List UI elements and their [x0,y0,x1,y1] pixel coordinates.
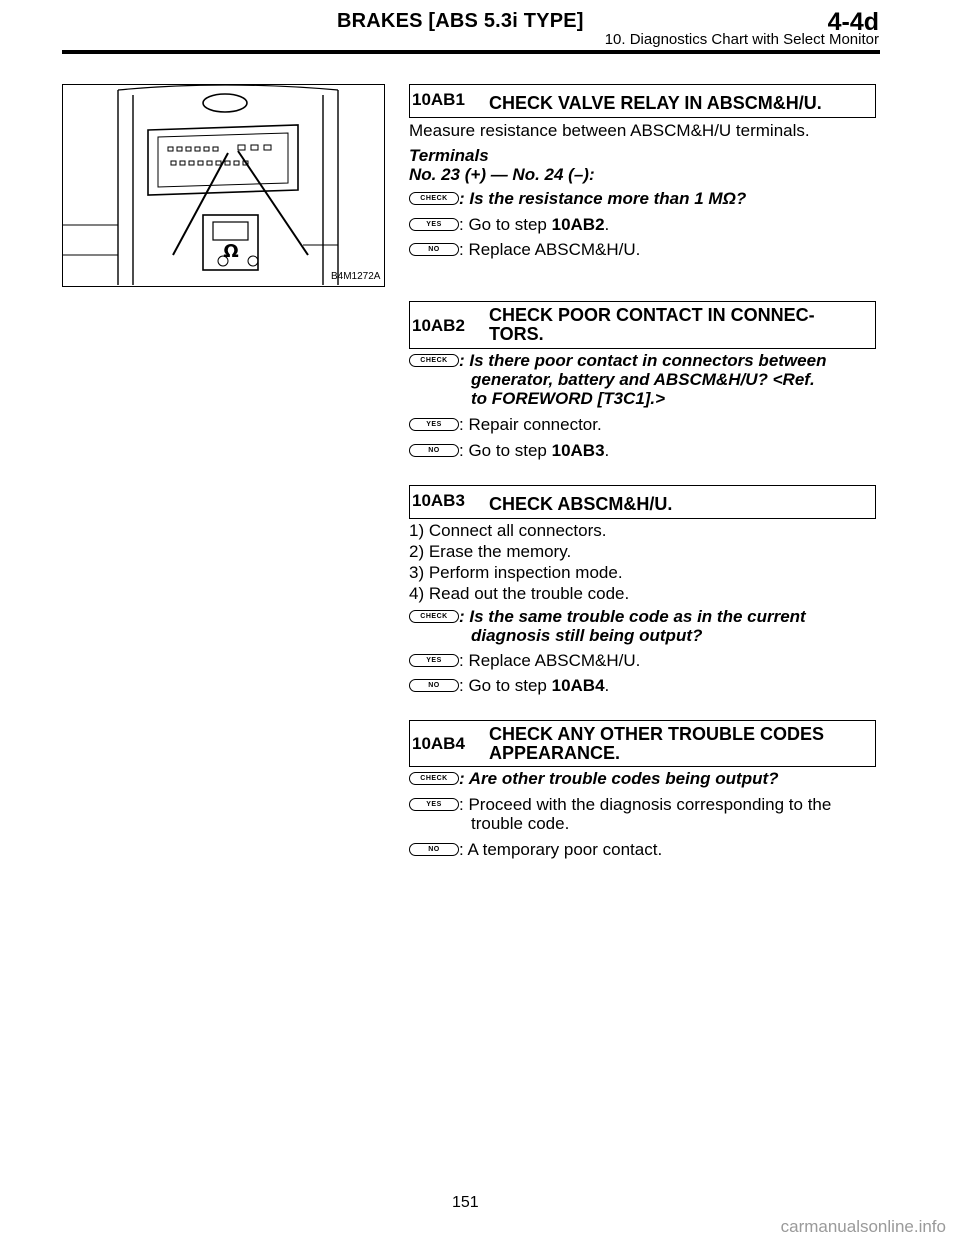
check-badge: CHECK [409,354,459,367]
check-badge: CHECK [409,772,459,785]
check-row [409,607,879,645]
step-link[interactable]: 10AB3 [551,441,605,460]
section-subtitle: 10. Diagnostics Chart with Select Monitor [604,31,879,48]
check-question: : Is the resistance more than 1 MΩ? [459,189,747,208]
step-description: Measure resistance between ABSCM&H/U terminals. [409,121,810,140]
no-row [409,441,879,460]
check-question: : Are other trouble codes being output? [459,769,779,788]
step-header-10ab2 [409,301,876,349]
step-title: CHECK VALVE RELAY IN ABSCM&H/U. [489,93,822,113]
header-rule [62,50,880,54]
yes-row [409,215,879,234]
check-row [409,189,879,208]
section-title: BRAKES [ABS 5.3i TYPE] [337,10,584,32]
yes-row [409,795,879,833]
yes-row [409,415,879,434]
yes-answer: : Proceed with the diagnosis corresponding to the trouble code. [459,795,832,833]
connector-figure [62,84,385,287]
check-question: : Is there poor contact in connectors between generator, battery and ABSCM&H/U? <Ref. to FOREWORD [T3C1].> [459,351,827,408]
no-row [409,840,879,859]
step-id: 10AB1 [412,90,465,109]
procedure-item: 1) Connect all connectors. [409,521,607,540]
step-header-10ab1 [409,84,876,118]
yes-row [409,651,879,670]
step-title: CHECK ANY OTHER TROUBLE CODES APPEARANCE. [489,723,825,763]
yes-badge: YES [409,654,459,667]
connector-illustration [63,85,384,286]
yes-badge: YES [409,418,459,431]
no-answer: : A temporary poor contact. [459,840,663,859]
procedure-item: 2) Erase the memory. [409,542,572,561]
step-id: 10AB2 [412,315,465,335]
no-badge: NO [409,679,459,692]
terminals-label: Terminals [409,146,489,165]
check-badge: CHECK [409,192,459,205]
no-row [409,240,879,259]
no-badge: NO [409,843,459,856]
no-answer: : Go to step 10AB3. [459,441,610,460]
yes-badge: YES [409,798,459,811]
check-row [409,351,879,408]
check-row [409,769,879,788]
check-question: : Is the same trouble code as in the current diagnosis still being output? [459,607,806,645]
no-row [409,676,879,695]
yes-badge: YES [409,218,459,231]
procedure-item: 4) Read out the trouble code. [409,584,630,603]
figure-label: B4M1272A [331,271,381,282]
ohm-symbol: Ω [223,241,239,262]
no-badge: NO [409,243,459,256]
check-badge: CHECK [409,610,459,623]
terminals-value: No. 23 (+) — No. 24 (–): [409,165,595,184]
no-answer: : Go to step 10AB4. [459,676,610,695]
step-header-10ab3 [409,485,876,519]
no-answer: : Replace ABSCM&H/U. [459,240,641,259]
step-link[interactable]: 10AB4 [551,676,605,695]
no-badge: NO [409,444,459,457]
step-title: CHECK ABSCM&H/U. [489,494,673,514]
page-number: 151 [452,1194,479,1211]
step-title: CHECK POOR CONTACT IN CONNEC- TORS. [489,305,815,344]
step-link[interactable]: 10AB2 [551,215,605,234]
yes-answer: : Repair connector. [459,415,602,434]
watermark: carmanualsonline.info [780,1217,946,1236]
yes-answer: : Replace ABSCM&H/U. [459,651,641,670]
yes-answer: : Go to step 10AB2. [459,215,610,234]
procedure-item: 3) Perform inspection mode. [409,563,623,582]
step-id: 10AB3 [412,491,465,510]
section-code: 4-4d [827,8,879,36]
step-id: 10AB4 [412,734,465,753]
step-header-10ab4 [409,720,876,767]
